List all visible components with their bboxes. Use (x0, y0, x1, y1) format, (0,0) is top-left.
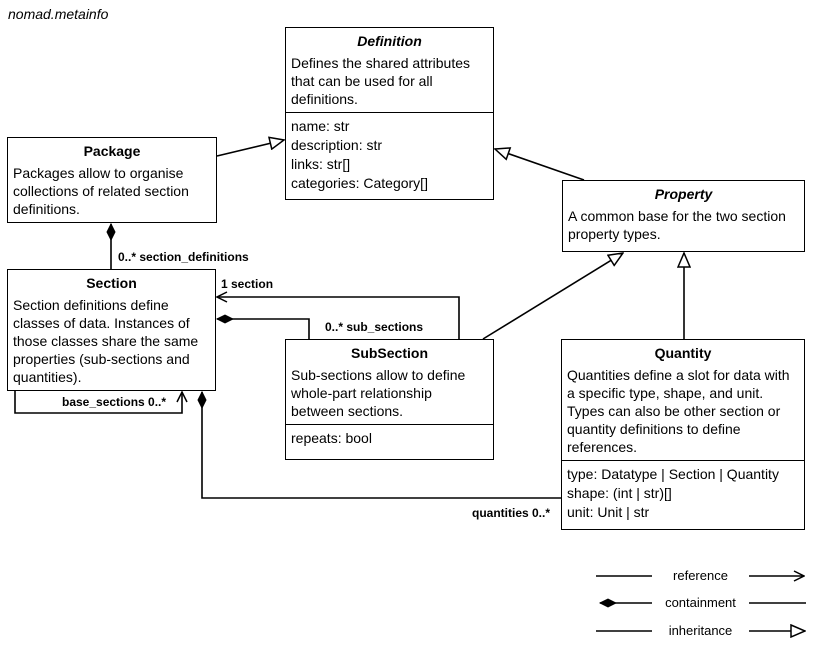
legend-inheritance-label: inheritance (668, 623, 733, 638)
definition-attribute: description: str (291, 137, 383, 153)
legend-reference-label: reference (673, 568, 728, 583)
subsection-class-description: Sub-sections allow to define whole-part relationship between sections. (291, 367, 466, 419)
section-class-name: Section (86, 275, 137, 291)
package-class-description: Packages allow to organise collections of related section definitions. (13, 165, 189, 217)
quantities-label: quantities 0..* (472, 506, 551, 520)
property-class-name: Property (654, 186, 713, 202)
section-class-description: Section definitions define classes of data. Instances of those classes share the same properties (sub-sections and quantities). (13, 297, 199, 385)
package-inherits-definition (217, 140, 284, 156)
quantity-class-description: Quantities define a slot for data with a specific type, shape, and unit. Types can also be other section or quantity definitions to define references. (567, 367, 790, 455)
quantity-attribute: shape: (int | str)[] (567, 485, 672, 501)
legend-containment-label: containment (665, 595, 736, 610)
definition-attribute: name: str (291, 118, 350, 134)
package-title: nomad.metainfo (8, 6, 109, 22)
property-class-description: A common base for the two section property types. (568, 208, 786, 242)
definition-attribute: links: str[] (291, 156, 351, 172)
section-contains-quantities (202, 392, 561, 498)
quantity-attribute: unit: Unit | str (567, 504, 650, 520)
section-definitions-label: 0..* section_definitions (118, 250, 249, 264)
quantity-class-name: Quantity (654, 345, 712, 361)
section-label: 1 section (221, 277, 274, 291)
quantity-attribute: type: Datatype | Section | Quantity (567, 466, 779, 482)
section-contains-sub-sections (217, 319, 309, 339)
sub-sections-label: 0..* sub_sections (325, 320, 424, 334)
subsection-inherits-property (483, 253, 623, 339)
subsection-class-name: SubSection (350, 345, 428, 361)
definition-class-name: Definition (357, 33, 422, 49)
definition-attribute: categories: Category[] (291, 175, 428, 191)
subsection-attribute: repeats: bool (291, 430, 372, 446)
package-class-name: Package (83, 143, 141, 159)
definition-class-description: Defines the shared attributes that can be used for all definitions. (291, 55, 470, 107)
base-sections-label: base_sections 0..* (62, 395, 167, 409)
property-inherits-definition (495, 149, 584, 180)
